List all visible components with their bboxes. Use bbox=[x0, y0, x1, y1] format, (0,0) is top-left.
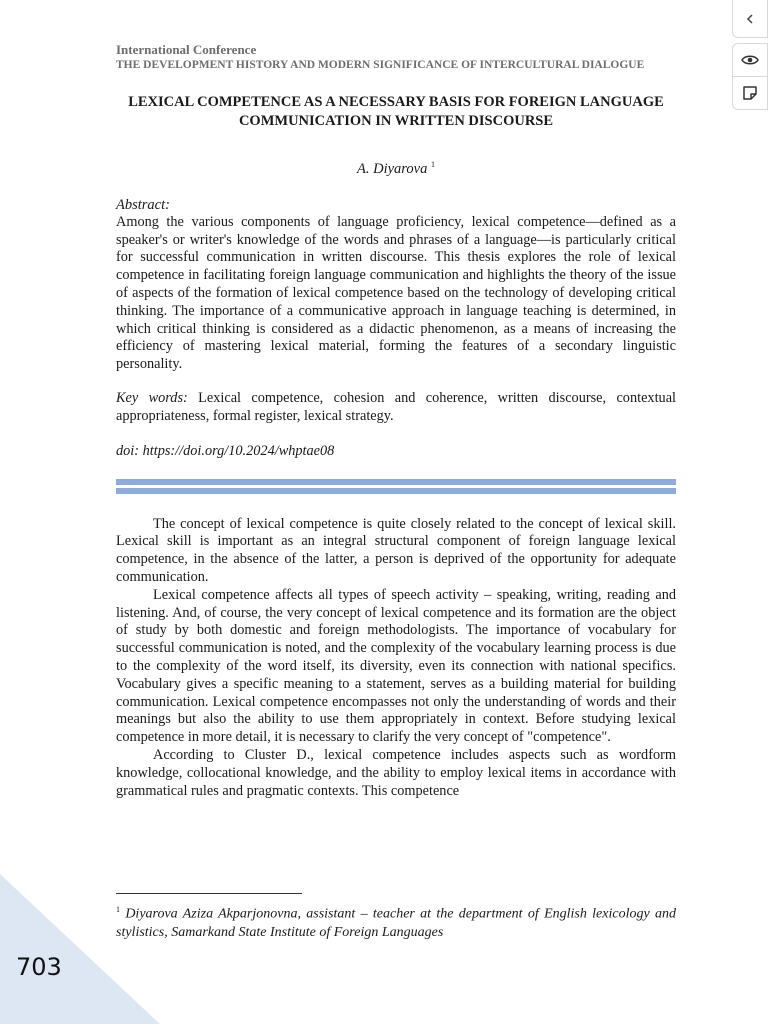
author-name: A. Diyarova bbox=[357, 160, 428, 177]
page-number: 703 bbox=[16, 953, 62, 981]
collapse-panel-button[interactable] bbox=[732, 0, 768, 38]
doi-link[interactable]: doi: https://doi.org/10.2024/whptae08 bbox=[116, 442, 335, 459]
view-button[interactable] bbox=[732, 43, 768, 77]
abstract-text: Among the various components of language proficiency, lexical competence—defined as a speaker's or writer's knowledge of the words and phrases of a language—is particularly critical for successful communication in written discourse. This thesis explores the role of lexical competence in facilitating foreign language communication and highlights the theory of the issue of aspects of the formation of lexical competence based on the technology of developing critical thinking. The importance of a communicative approach in language teaching is determined, in which critical thinking is considered as a didactic phenomenon, as a means of increasing the efficiency of mastering lexical material, forming the features of a secondary linguistic personality. bbox=[116, 213, 676, 373]
section-divider-top bbox=[116, 479, 676, 485]
abstract-label: Abstract: bbox=[116, 196, 170, 213]
keywords-label: Key words: bbox=[116, 390, 188, 406]
footnote bbox=[116, 901, 676, 942]
paper-title: LEXICAL COMPETENCE AS A NECESSARY BASIS FOR FOREIGN LANGUAGE COMMUNICATION IN WRITTEN DISCOURSE bbox=[128, 94, 664, 129]
author-line bbox=[116, 156, 676, 178]
keywords bbox=[116, 390, 676, 426]
body-paragraph: According to Cluster D., lexical competence includes aspects such as wordform knowledge, collocational knowledge, and the ability to employ lexical items in accordance with grammatical rules and pragmatic contexts. This competence bbox=[116, 746, 676, 799]
chevron-left-icon bbox=[744, 13, 756, 25]
keywords-text: Lexical competence, cohesion and coherence, written discourse, contextual appropriateness, formal register, lexical strategy. bbox=[116, 390, 677, 424]
footnote-divider bbox=[116, 893, 302, 894]
conference-label: International Conference bbox=[116, 42, 257, 57]
note-button[interactable] bbox=[732, 76, 768, 110]
page-corner-decoration bbox=[0, 874, 160, 1024]
footnote-text: Diyarova Aziza Akparjonovna, assistant – teacher at the department of English lexicology and stylistics, Samarkand State Institute of Foreign Languages bbox=[116, 906, 676, 940]
author-footnote-mark: 1 bbox=[430, 160, 435, 169]
document-page bbox=[116, 42, 676, 800]
conference-title: THE DEVELOPMENT HISTORY AND MODERN SIGNIFICANCE OF INTERCULTURAL DIALOGUE bbox=[116, 59, 645, 71]
sticky-note-icon bbox=[742, 85, 758, 101]
body-paragraph: Lexical competence affects all types of speech activity – speaking, writing, reading and listening. And, of course, the very concept of lexical competence and its formation are the object of study by both domestic and foreign methodologists. The importance of vocabulary for successful communication is noted, and the complexity of the vocabulary learning process is due to the complexity of the word itself, its diversity, even its connection with national specifics. Vocabulary gives a specific meaning to a statement, serves as a building material for building communication. Lexical competence encompasses not only the understanding of words and their meanings but also the ability to use them appropriately in context. Before studying lexical competence in more detail, it is necessary to clarify the very concept of "competence". bbox=[116, 586, 676, 746]
eye-icon bbox=[741, 54, 759, 66]
section-divider-bottom bbox=[116, 488, 676, 494]
footnote-mark: 1 bbox=[116, 905, 120, 914]
body-paragraph: The concept of lexical competence is quite closely related to the concept of lexical skill. Lexical skill is important as an integral structural component of foreign language lexical competence, in the absence of the latter, a person is deprived of the opportunity for adequate communication. bbox=[116, 515, 676, 585]
body-text bbox=[116, 516, 676, 801]
